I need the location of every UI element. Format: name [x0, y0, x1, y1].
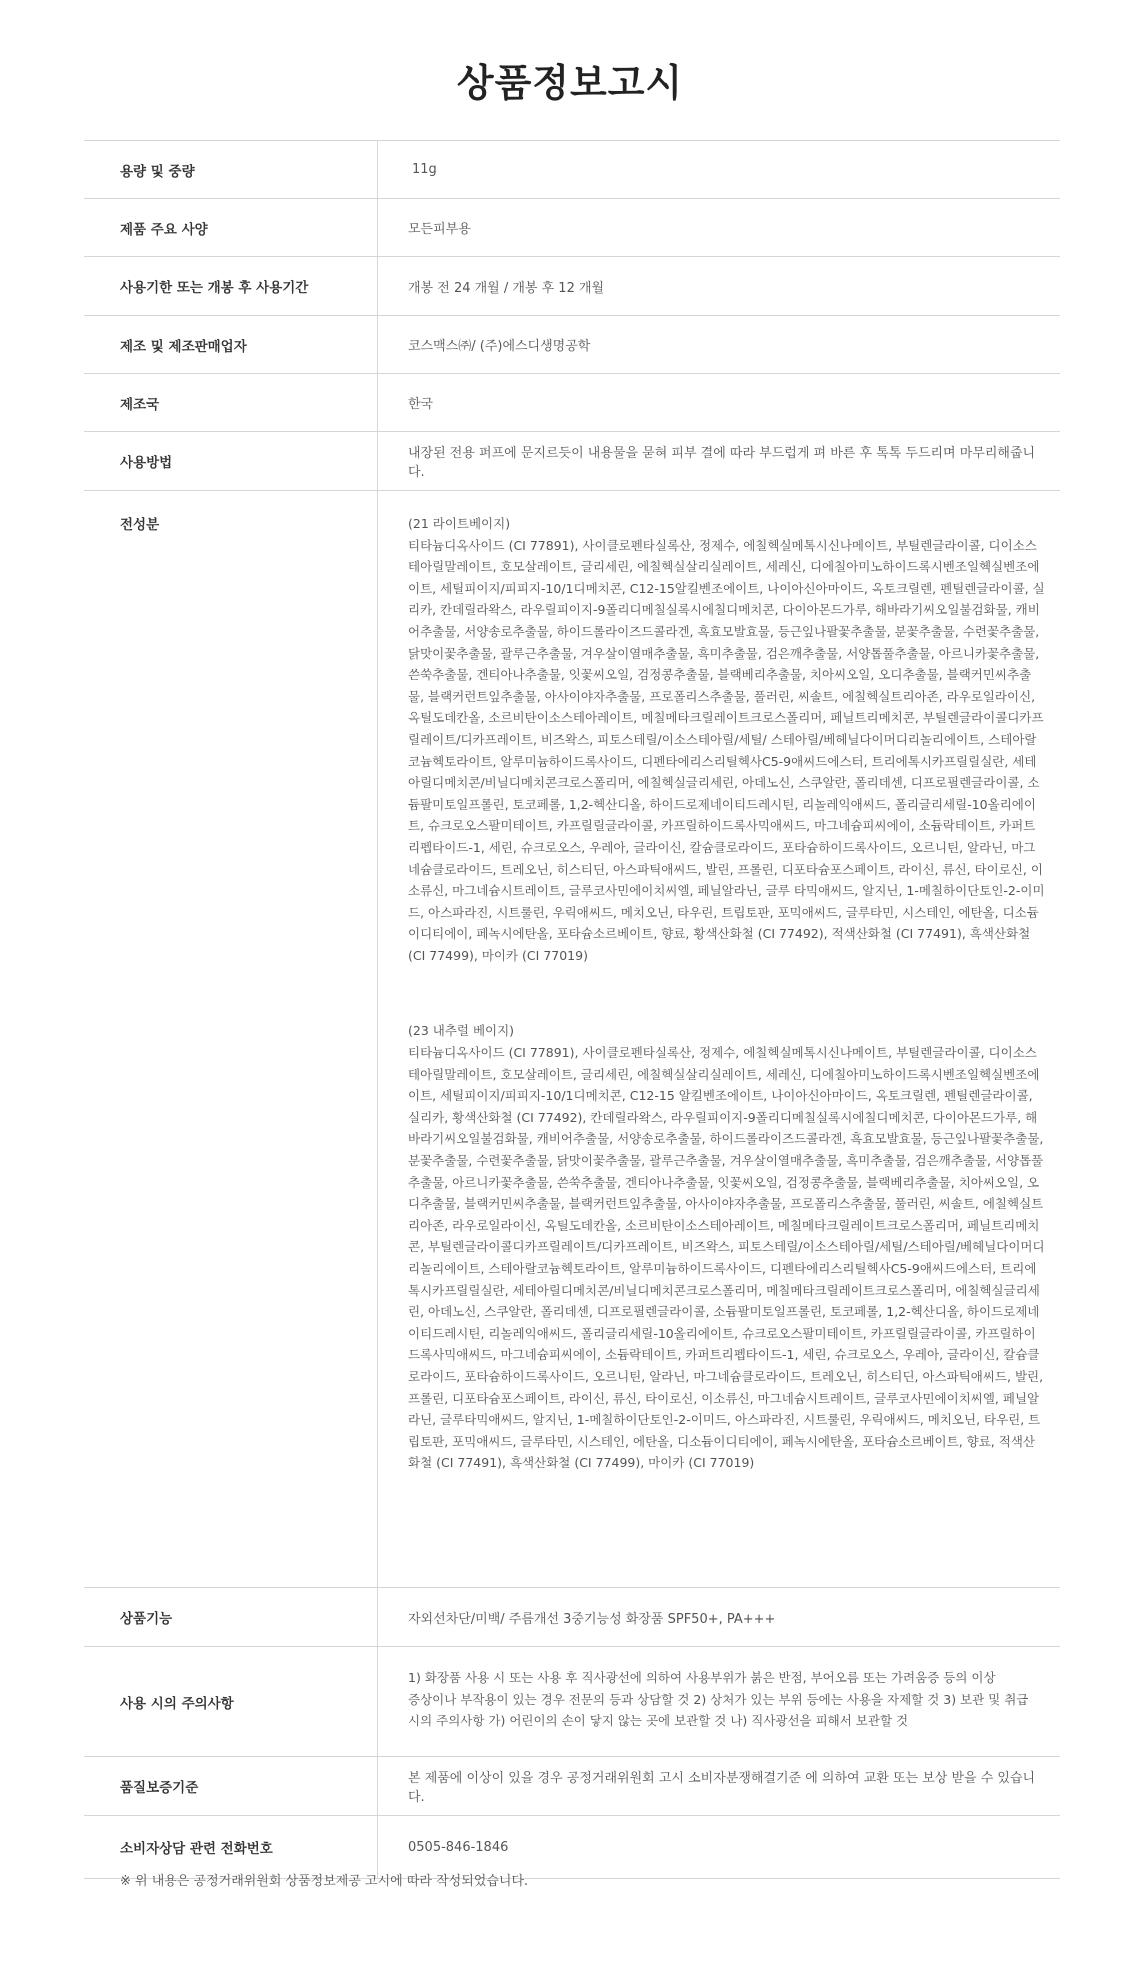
row-label: 제품 주요 사양 — [84, 199, 378, 256]
row-value: 한국 — [408, 397, 434, 412]
row-value: 본 제품에 이상이 있을 경우 공정거래위원회 고시 소비자분쟁해결기준 에 의하여 교환 또는 보상 받을 수 있습니다. — [408, 1771, 1036, 1805]
ingredients-list — [378, 491, 1060, 1587]
row-label: 용량 및 중량 — [84, 141, 378, 198]
row-country — [84, 374, 1060, 432]
row-label: 사용기한 또는 개봉 후 사용기간 — [84, 257, 378, 315]
row-spec — [84, 199, 1060, 257]
row-label: 제조 및 제조판매업자 — [84, 316, 378, 373]
row-manufacturer — [84, 316, 1060, 374]
row-value: 개봉 전 24 개월 / 개봉 후 12 개월 — [408, 280, 605, 296]
page-title: 상품정보고시 — [456, 61, 684, 105]
row-capacity — [84, 141, 1060, 199]
ingredient-text: 티타늄디옥사이드 (CI 77891), 사이클로펜타실록산, 정제수, 에칠헥실메톡시신나메이트, 부틸렌글라이콜, 디이소스테아릴말레이트, 호모살레이트, 글리세린, 에칠헥실살리실레이트, 세레신, 디에칠아미노하이드록시벤조일헥실벤조에이트, 세틸피이지/피피지-10/1디메치콘, C12-15 알킬벤조에이트, 나이아신아마이드, 옥토크릴렌, 펜틸렌글라이콜, 실리카, 황색산화철 (CI 77492), 칸데릴라왁스, 라우릴피이지-9폴리디메칠실록시에칠디메치콘, 다이아몬드가루, 해바라기씨오일불검화물, 캐비어추출물, 서양송로추출물, 하이드롤라이즈드콜라겐, 흑효모발효물, 등근잎나팔꽃추출물, 분꽃추출물, 수련꽃추출물, 닭맛이꽃추출물, 괄루근추출물, 겨우살이열매추출물, 흑미추출물, 검은깨추출물, 서양톱풀추출물, 아르니카꽃추출물, 쓴쑥추출물, 겐티아나추출물, 잇꽃씨오일, 검정콩추출물, 블랙베리추출물, 치아씨오일, 오디추출물, 블랙커민씨추출물, 블랙커런트잎추출물, 아사이야자추출물, 프로폴리스추출물, 풀러린, 씨솔트, 에칠헥실트리아존, 라우로일라이신, 옥틸도데칸올, 소르비탄이소스테아레이트, 메칠메타크릴레이트크로스폴리머, 페닐트리메치콘, 부틸렌글라이콜디카프릴레이트/디카프레이트, 비즈왁스, 피토스테릴/이소스테아릴/세틸/스테아릴/베헤닐다이머디리놀리에이트, 스테아랄코늄헥토라이트, 알루미늄하이드록사이드, 디펜타에리스리틸헥사C5-9애씨드에스터, 트리에톡시카프릴릴실란, 세테아릴디메치콘/비닐디메치콘크로스폴리머, 메칠메타크릴레이트크로스폴리머, 에칠헥실글리세린, 아데노신, 스쿠알란, 폴리데센, 디프로필렌글라이콜, 소듐팔미토일프롤린, 토코페롤, 1,2-헥산디올, 하이드로제네이티드레시틴, 리놀레익애씨드, 폴리글리세릴-10올리에이트, 슈크로오스팔미테이트, 카프릴릴글라이콜, 카프릴하이드록사믹애씨드, 마그네슘피씨에이, 소듐락테이트, 카퍼트리펩타이드-1, 세린, 슈크로오스, 우레아, 글라이신, 칼슘클로라이드, 포타슘하이드록사이드, 오르니틴, 알라닌, 마그네슘클로라이드, 트레오닌, 히스티딘, 아스파틱애씨드, 발린, 프롤린, 디포타슘포스페이트, 라이신, 류신, 타이로신, 이소류신, 마그네슘시트레이트, 글루코사민에이치씨엘, 페닐알라닌, 글루타믹애씨드, 알지닌, 1-메칠하이단토인-2-이미드, 아스파라진, 시트룰린, 우릭애씨드, 메치오닌, 타우린, 트립토판, 포믹애씨드, 글루타민, 시스테인, 에탄올, 디소듐이디티에이, 페녹시에탄올, 포타슘소르베이트, 향료, 적색산화철 (CI 77491), 흑색산화철 (CI 77499), 마이카 (CI 77019) — [408, 1045, 1045, 1471]
row-function — [84, 1588, 1060, 1647]
row-label: 소비자상담 관련 전화번호 — [84, 1816, 378, 1878]
row-label: 사용방법 — [84, 432, 378, 490]
row-caution — [84, 1647, 1060, 1757]
row-value: 1) 화장품 사용 시 또는 사용 후 직사광선에 의하여 사용부위가 붉은 반점, 부어오름 또는 가려움증 등의 이상 증상이나 부작용이 있는 경우 전문의 등과 상담할 것 2) 상처가 있는 부위 등에는 사용을 자제할 것 3) 보관 및 취급 시의 주의사항 가) 어린이의 손이 닿지 않는 곳에 보관할 것 나) 직사광선을 피해서 보관할 것 — [408, 1670, 1029, 1728]
row-value: 자외선차단/미백/ 주름개선 3중기능성 화장품 SPF50+, PA+++ — [408, 1611, 776, 1627]
row-label: 상품기능 — [84, 1588, 378, 1646]
row-quality — [84, 1757, 1060, 1816]
row-label: 전성분 — [84, 491, 378, 1587]
ingredient-block-23 — [408, 1020, 1046, 1473]
ingredient-text: 티타늄디옥사이드 (CI 77891), 사이클로펜타실록산, 정제수, 에칠헥실메톡시신나메이트, 부틸렌글라이콜, 디이소스테아릴말레이트, 호모살레이트, 글리세린, 에칠헥실살리실레이트, 세레신, 디에칠아미노하이드록시벤조일헥실벤조에이트, 세틸피이지/피피지-10/1디메치콘, C12-15알킬벤조에이트, 나이아신아마이드, 옥토크릴렌, 펜틸렌글라이콜, 실리카, 칸데릴라왁스, 라우릴피이지-9폴리디메칠실록시에칠디메치콘, 다이아몬드가루, 해바라기씨오일불검화물, 캐비어추출물, 서양송로추출물, 하이드롤라이즈드콜라겐, 흑효모발효물, 등근잎나팔꽃추출물, 분꽃추출물, 수련꽃추출물, 닭맛이꽃추출물, 괄루근추출물, 겨우살이열매추출물, 흑미추출물, 검은깨추출물, 서양톱풀추출물, 아르니카꽃추출물, 쓴쑥추출물, 겐티아나추출물, 잇꽃씨오일, 검정콩추출물, 블랙베리추출물, 치아씨오일, 오디추출물, 블랙커민씨추출물, 블랙커런트잎추출물, 아사이야자추출물, 프로폴리스추출물, 풀러린, 씨솔트, 에칠헥실트리아존, 라우로일라이신, 옥틸도데칸올, 소르비탄이소스테아레이트, 메칠메타크릴레이트크로스폴리머, 페닐트리메치콘, 부틸렌글라이콜디카프릴레이트/디카프레이트, 비즈왁스, 피토스테릴/이소스테아릴/세틸/ 스테아릴/베헤닐다이머디리놀리에이트, 스테아랄코늄헥토라이트, 알루미늄하이드록사이드, 디펜타에리스리틸헥사C5-9애씨드에스터, 트리에톡시카프릴릴실란, 세테아릴디메치콘/비닐디메치콘크로스폴리머, 에칠헥실글리세린, 아데노신, 스쿠알란, 폴리데센, 디프로필렌글라이콜, 소듐팔미토일프롤린, 토코페롤, 1,2-헥산디올, 하이드로제네이티드레시틴, 리놀레익애씨드, 폴리글리세릴-10올리에이트, 슈크로오스팔미테이트, 카프릴릴글라이콜, 카프릴하이드록사믹애씨드, 마그네슘피씨에이, 소듐락테이트, 카퍼트리펩타이드-1, 세린, 슈크로오스, 우레아, 글라이신, 칼슘클로라이드, 포타슘하이드록사이드, 오르니틴, 알라닌, 마그네슘클로라이드, 트레오닌, 히스티딘, 아스파틱애씨드, 발린, 프롤린, 디포타슘포스페이트, 라이신, 류신, 타이로신, 이소류신, 마그네슘시트레이트, 글루코사민에이치씨엘, 페닐알라닌, 글루 타믹애씨드, 알지닌, 1-메칠하이단토인-2-이미드, 아스파라진, 시트룰린, 우릭애씨드, 메치오닌, 타우린, 트립토판, 포믹애씨드, 글루타민, 시스테인, 에탄올, 디소듐이디티에이, 페녹시에탄올, 포타슘소르베이트, 향료, 황색산화철 (CI 77492), 적색산화철 (CI 77491), 흑색산화철 (CI 77499), 마이카 (CI 77019) — [408, 537, 1045, 963]
row-value: 0505-846-1846 — [408, 1839, 509, 1855]
row-label: 품질보증기준 — [84, 1757, 378, 1815]
row-value: 모든피부용 — [408, 222, 471, 237]
row-value: 11g — [412, 162, 437, 177]
footnote: ※ 위 내용은 공정거래위원회 상품정보제공 고시에 따라 작성되었습니다. — [120, 1874, 529, 1889]
row-value: 내장된 전용 퍼프에 문지르듯이 내용물을 묻혀 피부 결에 따라 부드럽게 펴 바른 후 톡톡 두드리며 마무리해줍니다. — [408, 446, 1036, 480]
row-label: 제조국 — [84, 374, 378, 431]
row-label: 사용 시의 주의사항 — [84, 1647, 378, 1756]
ingredient-shade-heading: (23 내추럴 베이지) — [408, 1023, 515, 1039]
row-ingredients — [84, 491, 1060, 1588]
row-expiry — [84, 257, 1060, 316]
row-usage — [84, 432, 1060, 491]
product-info-table — [84, 140, 1060, 1879]
ingredient-shade-heading: (21 라이트베이지) — [408, 516, 511, 531]
row-value: 코스맥스㈜/ (주)에스디생명공학 — [408, 339, 591, 354]
ingredient-block-21 — [408, 513, 1046, 966]
